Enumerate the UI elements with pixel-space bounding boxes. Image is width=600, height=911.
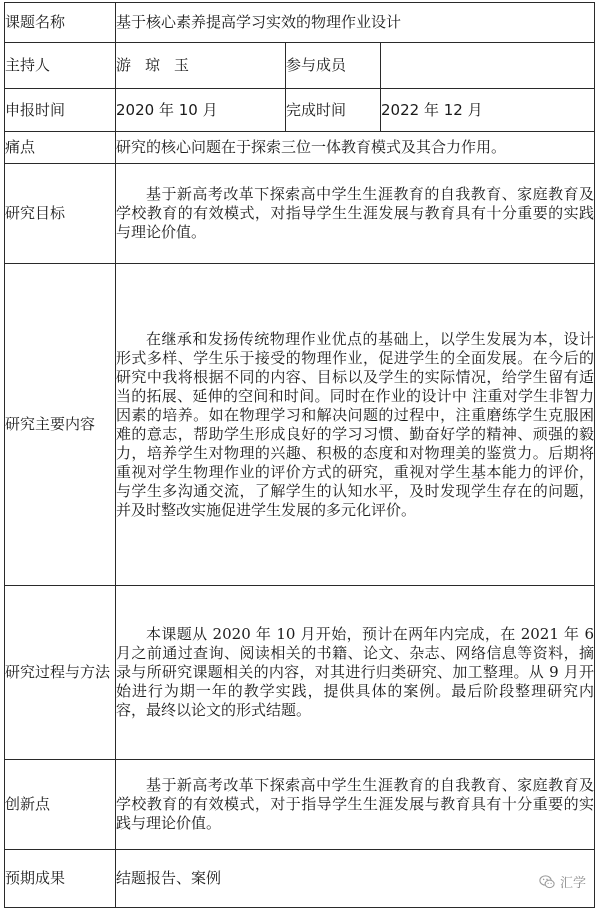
process-label: 研究过程与方法 (5, 586, 116, 760)
process-value: 本课题从 2020 年 10 月开始，预计在两年内完成，在 2021 年 6 月之前通过查询、阅读相关的书籍、论文、杂志、网络信息等资料，摘录与所研究课题相关的内容，对其进行归类研究、加工整理。从 9 月开始进行为期一年的教学实践，提供具体的案例。最后阶段整理研究内容，最终以论文的形式结题。 (116, 625, 595, 719)
content-label: 研究主要内容 (5, 264, 116, 586)
host-value: 游琼玉 (116, 43, 286, 89)
goal-label: 研究目标 (5, 164, 116, 264)
finish-time-value: 2022 年 12 月 (381, 89, 595, 132)
outcome-value: 结题报告、案例 (116, 850, 595, 908)
participants-value (381, 43, 595, 89)
goal-value: 基于新高考改革下探索高中学生生涯教育的自我教育、家庭教育及学校教育的有效模式，对指导学生生涯发展与教育具有十分重要的实践与理论价值。 (116, 185, 595, 241)
row-process (5, 586, 595, 760)
apply-time-label: 申报时间 (5, 89, 116, 132)
row-goal (5, 164, 595, 264)
row-dates (5, 89, 595, 132)
row-outcome (5, 850, 595, 908)
pain-point-value: 研究的核心问题在于探索三位一体教育模式及其合力作用。 (116, 132, 595, 164)
innovation-label: 创新点 (5, 760, 116, 850)
apply-time-value: 2020 年 10 月 (116, 89, 286, 132)
project-form (4, 2, 594, 907)
watermark (538, 872, 586, 891)
row-content (5, 264, 595, 586)
row-pain-point (5, 132, 595, 164)
host-label: 主持人 (5, 43, 116, 89)
finish-time-label: 完成时间 (286, 89, 381, 132)
outcome-label: 预期成果 (5, 850, 116, 908)
topic-label: 课题名称 (5, 3, 116, 43)
participants-label: 参与成员 (286, 43, 381, 89)
content-value: 在继承和发扬传统物理作业优点的基础上，以学生发展为本，设计形式多样、学生乐于接受的物理作业，促进学生的全面发展。在今后的研究中我将根据不同的内容、目标以及学生的实际情况，给学生留有适当的拓展、延伸的空间和时间。同时在作业的设计中 注重对学生非智力因素的培养。如在物理学习和解决问题的过程中，注重磨练学生克服困难的意志，帮助学生形成良好的学习习惯、勤奋好学的精神、顽强的毅力，培养学生对物理的兴趣、积极的态度和对物理美的鉴赏力。后期将重视对学生物理作业的评价方式的研究，重视对学生基本能力的评价，与学生多沟通交流，了解学生的认知水平，及时发现学生存在的问题，并及时整改实施促进学生发展的多元化评价。 (116, 329, 595, 519)
wechat-icon (538, 873, 556, 891)
form-table (4, 2, 595, 908)
row-innovation (5, 760, 595, 850)
topic-value: 基于核心素养提高学习实效的物理作业设计 (116, 3, 595, 43)
row-topic (5, 3, 595, 43)
pain-point-label: 痛点 (5, 132, 116, 164)
row-host (5, 43, 595, 89)
watermark-text: 汇学 (559, 876, 586, 891)
innovation-value: 基于新高考改革下探索高中学生生涯教育的自我教育、家庭教育及学校教育的有效模式，对于指导学生生涯发展与教育具有十分重要的实践与理论价值。 (116, 776, 595, 832)
